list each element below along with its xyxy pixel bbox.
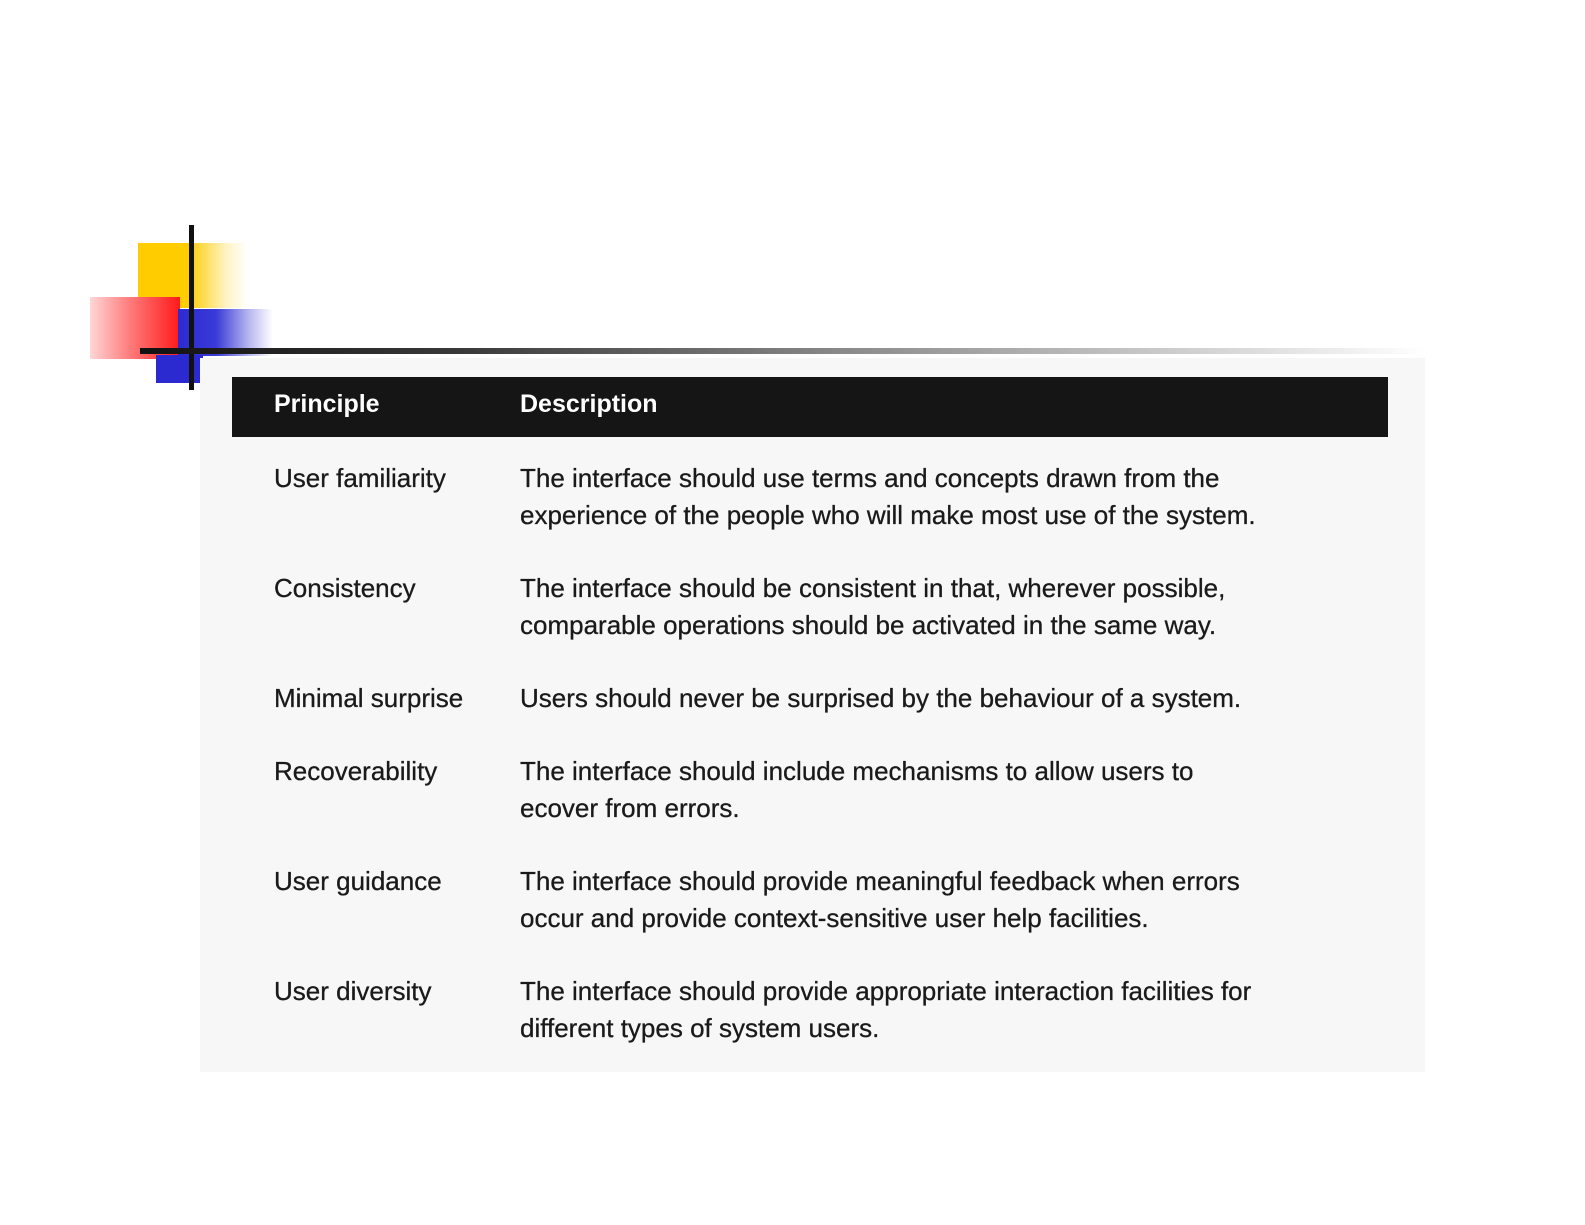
header-description: Description (520, 390, 658, 418)
table-header-row (232, 377, 1388, 437)
principle-cell: User guidance (274, 866, 442, 896)
table-row (274, 753, 1384, 863)
title-underline (140, 348, 1425, 354)
description-cell: The interface should provide appropriate interaction facilities for different types of system users. (520, 976, 1252, 1043)
decor-small-blue-square (156, 355, 203, 383)
description-cell: The interface should include mechanisms to allow users to ecover from errors. (520, 756, 1194, 823)
description-cell: The interface should provide meaningful feedback when errors occur and provide context-sensitive user help facilities. (520, 866, 1240, 933)
table-row (274, 460, 1384, 570)
table-row (274, 973, 1384, 1083)
table-row (274, 680, 1384, 753)
description-cell: Users should never be surprised by the behaviour of a system. (520, 683, 1242, 713)
table-row (274, 570, 1384, 680)
description-cell: The interface should be consistent in that, wherever possible, comparable operations should be activated in the same way. (520, 573, 1226, 640)
table-body (274, 460, 1384, 1083)
header-principle: Principle (274, 390, 380, 418)
principle-cell: User diversity (274, 976, 432, 1006)
principle-cell: Recoverability (274, 756, 438, 786)
principle-cell: Consistency (274, 573, 416, 603)
table-row (274, 863, 1384, 973)
description-cell: The interface should use terms and concepts drawn from the experience of the people who will make most use of the system. (520, 463, 1256, 530)
principle-cell: Minimal surprise (274, 683, 464, 713)
principle-cell: User familiarity (274, 463, 446, 493)
decor-vertical-line (189, 225, 194, 390)
